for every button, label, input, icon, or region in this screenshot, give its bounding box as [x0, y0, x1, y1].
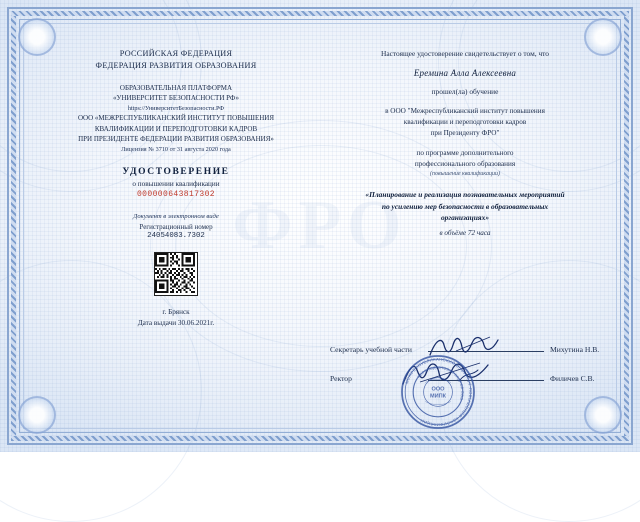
registration-number-value: 24054083.7302: [147, 231, 205, 240]
signature-line: [428, 379, 544, 381]
program-type: [330, 148, 600, 180]
holder-name: Еремина Алла Алексеевна: [413, 68, 517, 79]
federation-line-2: ФЕДЕРАЦИЯ РАЗВИТИЯ ОБРАЗОВАНИЯ: [95, 60, 257, 70]
svg-text:ПЕРЕПОДГОТОВКИ КАДРОВ ООО: ПЕРЕПОДГОТОВКИ КАДРОВ ООО: [416, 365, 465, 401]
course-title-line-3: организациях»: [440, 213, 490, 223]
platform-name: «УНИВЕРСИТЕТ БЕЗОПАСНОСТИ РФ»: [113, 94, 239, 103]
course-title: [330, 189, 600, 223]
federation-line-1: РОССИЙСКАЯ ФЕДЕРАЦИЯ: [119, 49, 233, 58]
certify-intro: Настоящее удостоверение свидетельствует о том, что: [381, 49, 549, 58]
electronic-document-note: Документ в электронном виде: [133, 212, 219, 220]
qr-code-icon[interactable]: [154, 252, 198, 296]
completion-text: прошел(ла) обучение: [431, 87, 499, 97]
signature-role-secretary: Секретарь учебной части: [330, 345, 412, 354]
document-title: УДОСТОВЕРЕНИЕ: [122, 166, 230, 177]
signature-person-rector: Филичев С.В.: [550, 374, 595, 383]
svg-text:МЕЖРЕСПУБЛИКАНСКИЙ ИНСТИТУТ ПО: МЕЖРЕСПУБЛИКАНСКИЙ ИНСТИТУТ ПОВЫШЕНИЯ КВАЛИФИКАЦИИ: [403, 356, 474, 428]
program-note: (повышение квалификации): [430, 170, 500, 177]
issuer-block: [42, 83, 310, 154]
signature-person-secretary: Михутина Н.В.: [550, 345, 600, 354]
training-organization: [330, 106, 600, 139]
document-subtitle: о повышении квалификации: [132, 179, 220, 188]
signature-row-secretary: [330, 345, 612, 354]
course-title-line-1: «Планирование и реализация познавательных мероприятий: [365, 190, 565, 200]
signature-row-rector: [330, 374, 612, 383]
signature-role-rector: Ректор: [330, 374, 352, 383]
training-org-line-3: при Президенту ФРО": [430, 129, 500, 138]
qr-code-wrapper: [42, 252, 310, 296]
signature-area: [330, 345, 612, 428]
owner-line-2: КВАЛИФИКАЦИИ И ПЕРЕПОДГОТОВКИ КАДРОВ: [94, 124, 258, 133]
signature-line: [428, 350, 544, 352]
program-line-2: профессионального образования: [414, 159, 516, 168]
training-org-line-1: в ООО "Межреспубликанский институт повышения: [385, 107, 545, 116]
owner-line-1: ООО «МЕЖРЕСПУБЛИКАНСКИЙ ИНСТИТУТ ПОВЫШЕНИЯ: [77, 114, 275, 123]
license-line: Лицензия № 3710 от 31 августа 2020 года: [121, 145, 231, 153]
course-hours: в объёме 72 часа: [439, 228, 491, 237]
document-serial-number: 000000643817302: [136, 189, 215, 199]
issue-date: Дата выдачи 30.06.2021г.: [137, 318, 215, 327]
training-org-line-2: квалификации и переподготовки кадров: [403, 118, 527, 127]
left-column: [30, 30, 320, 422]
svg-text:МИПК: МИПК: [429, 393, 447, 400]
registration-number-label: Регистрационный номер: [139, 222, 213, 231]
owner-line-3: ПРИ ПРЕЗИДЕНТЕ ФЕДЕРАЦИИ РАЗВИТИЯ ОБРАЗОВАНИЯ»: [78, 135, 274, 144]
course-title-line-2: по усилению мер безопасности в образовательных: [381, 201, 549, 211]
platform-label: ОБРАЗОВАТЕЛЬНАЯ ПЛАТФОРМА: [119, 83, 233, 92]
platform-url[interactable]: https://УниверситетБезопасности.РФ: [127, 104, 225, 112]
program-line-1: по программе дополнительного: [416, 148, 514, 157]
svg-text:ООО: ООО: [431, 386, 445, 393]
issue-city: г. Брянск: [162, 307, 190, 316]
